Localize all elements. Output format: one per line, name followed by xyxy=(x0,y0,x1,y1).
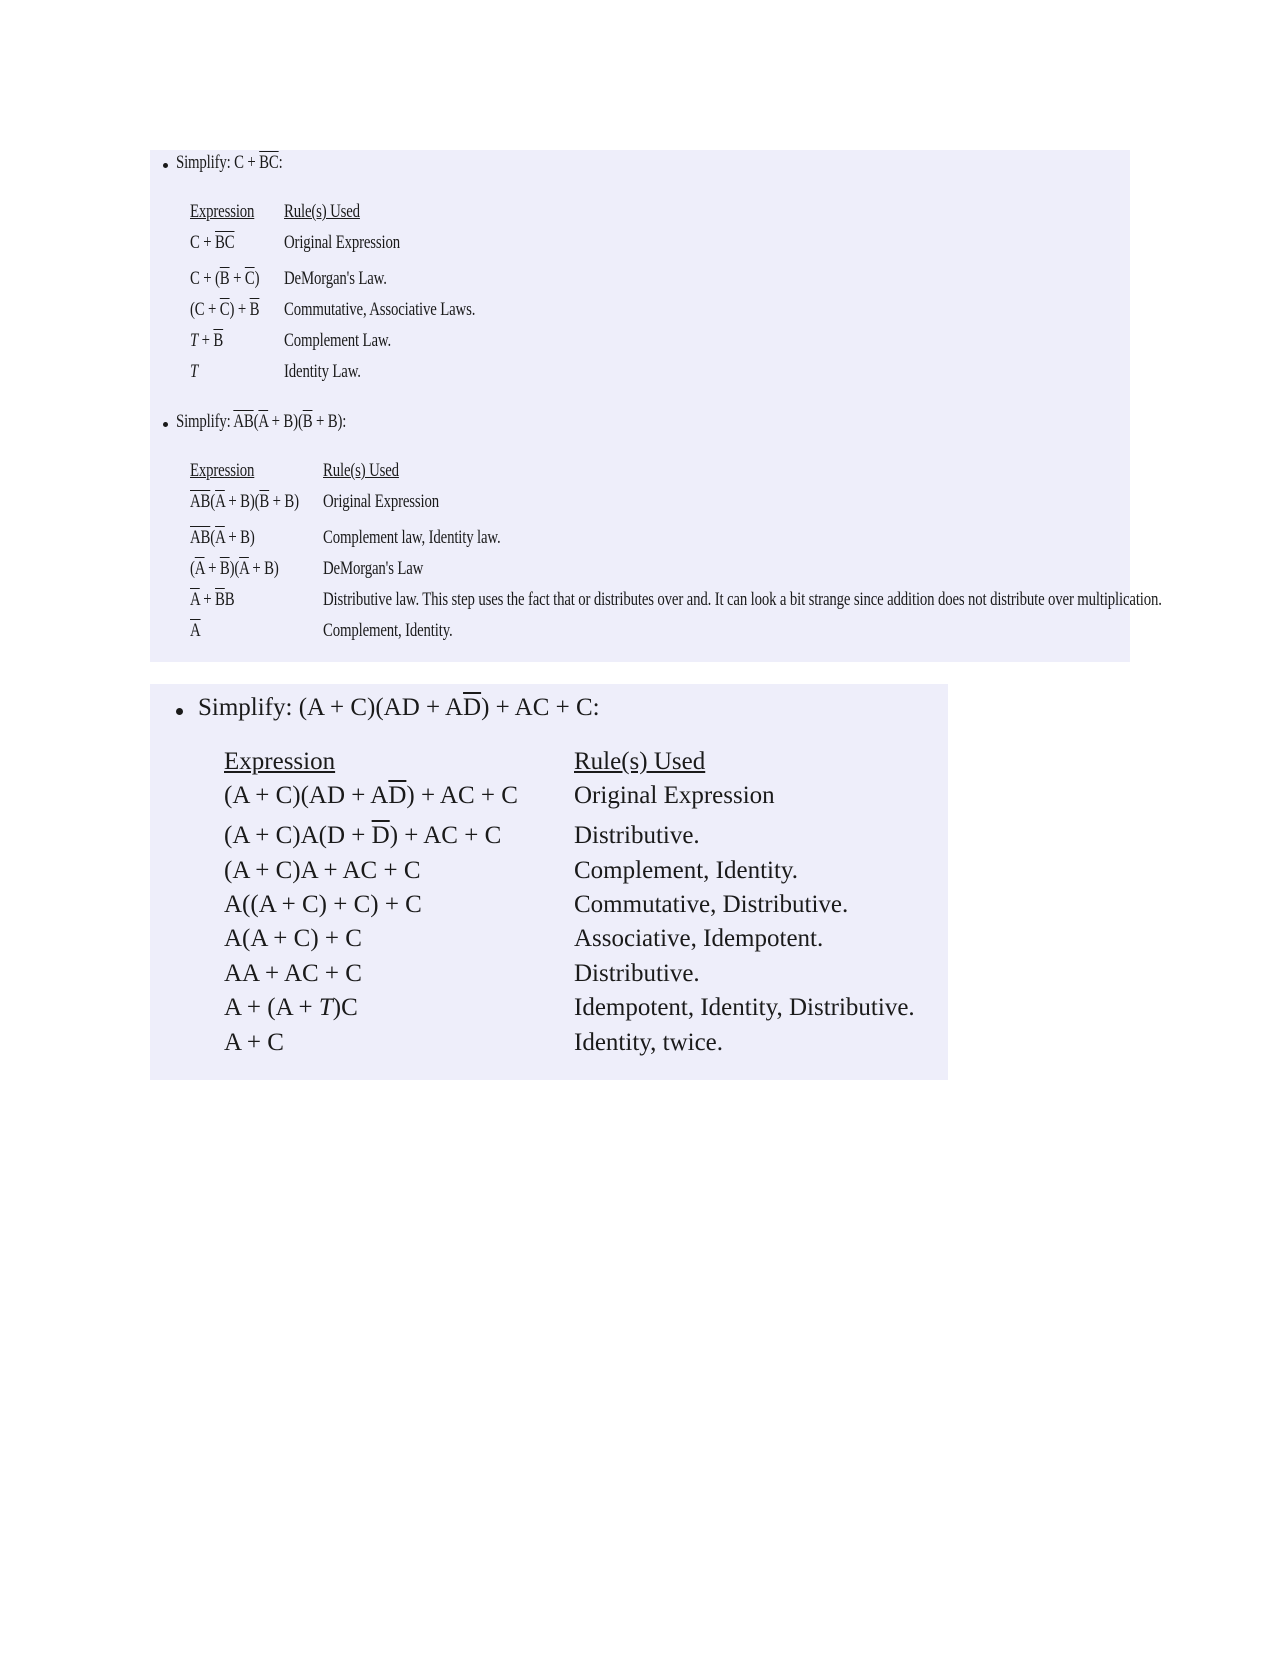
expression-cell: $(A + C)A(D + \overline{D})$ + AC + C xyxy=(224,822,502,849)
expression-cell: $\overline{A}$ xyxy=(190,620,201,641)
expression-cell: A + (A + T)C xyxy=(224,994,358,1021)
rule-cell: Idempotent, Identity, Distributive. xyxy=(574,994,915,1021)
expression-cell: $T + \overline{B}$ xyxy=(190,330,224,351)
rule-cell: Distributive. xyxy=(574,822,700,849)
section2-title: Simplify: $\overline{AB}(\overline{A} + B)(\overline{B} + B)$: xyxy=(176,411,347,432)
bullet xyxy=(176,708,183,715)
rule-cell: Identity, twice. xyxy=(574,1029,724,1056)
rule-cell: Commutative, Associative Laws. xyxy=(284,299,476,320)
expression-cell: (A + C)A + AC + C xyxy=(224,857,421,884)
expression-cell: A + C xyxy=(224,1029,284,1056)
simplification-panel-1 xyxy=(150,150,1162,662)
expression-cell: $\overline{A} + \overline{B}B$ xyxy=(190,589,235,610)
expression-cell: T xyxy=(190,361,199,382)
simplification-panel-2 xyxy=(150,684,948,1080)
expression-header: Expression xyxy=(224,748,336,775)
rules-header: Rule(s) Used xyxy=(323,460,399,481)
rules-header: Rule(s) Used xyxy=(574,748,706,775)
rule-cell: Original Expression xyxy=(574,782,775,809)
expression-header: Expression xyxy=(190,201,255,222)
rule-cell: Complement Law. xyxy=(284,330,392,351)
expression-cell: $C + (\overline{B} + \overline{C})$ xyxy=(190,268,260,289)
rule-cell: Distributive law. This step uses the fact that or distributes over and. It can look a bit strange since addition does not distribute over multiplication. xyxy=(323,589,1162,610)
expression-cell: $(\overline{A} + \overline{B})(\overline{A} + B)$ xyxy=(190,558,279,579)
rules-header: Rule(s) Used xyxy=(284,201,360,222)
expression-cell: $(A + C)(AD + A\overline{D})$ + AC + C xyxy=(224,782,518,809)
rule-cell: Identity Law. xyxy=(284,361,361,382)
expression-cell: $C + \overline{BC}$ xyxy=(190,232,235,253)
expression-cell: $\overline{AB}(\overline{A} + B)$ xyxy=(190,527,255,548)
rule-cell: DeMorgan's Law. xyxy=(284,268,387,289)
expression-header: Expression xyxy=(190,460,255,481)
rule-cell: Commutative, Distributive. xyxy=(574,891,849,918)
rule-cell: Distributive. xyxy=(574,960,700,987)
rule-cell: Original Expression xyxy=(284,232,400,253)
bullet xyxy=(163,422,168,427)
expression-cell: A(A + C) + C xyxy=(224,925,362,952)
rule-cell: Associative, Idempotent. xyxy=(574,925,824,952)
rule-cell: Complement, Identity. xyxy=(574,857,799,884)
section3-title: Simplify: $(A + C)(AD + A\overline{D})$ + AC + C: xyxy=(198,694,600,721)
expression-cell: $(C + \overline{C}) + \overline{B}$ xyxy=(190,299,260,320)
section1-title: Simplify: $C + \overline{BC}$: xyxy=(176,152,283,173)
bullet xyxy=(163,163,168,168)
rule-cell: Complement, Identity. xyxy=(323,620,453,641)
rule-cell: Complement law, Identity law. xyxy=(323,527,501,548)
expression-cell: AA + AC + C xyxy=(224,960,362,987)
rule-cell: DeMorgan's Law xyxy=(323,558,424,579)
rule-cell: Original Expression xyxy=(323,491,439,512)
expression-cell: $\overline{AB}(\overline{A} + B)(\overline{B} + B)$ xyxy=(190,491,299,512)
expression-cell: A((A + C) + C) + C xyxy=(224,891,422,918)
